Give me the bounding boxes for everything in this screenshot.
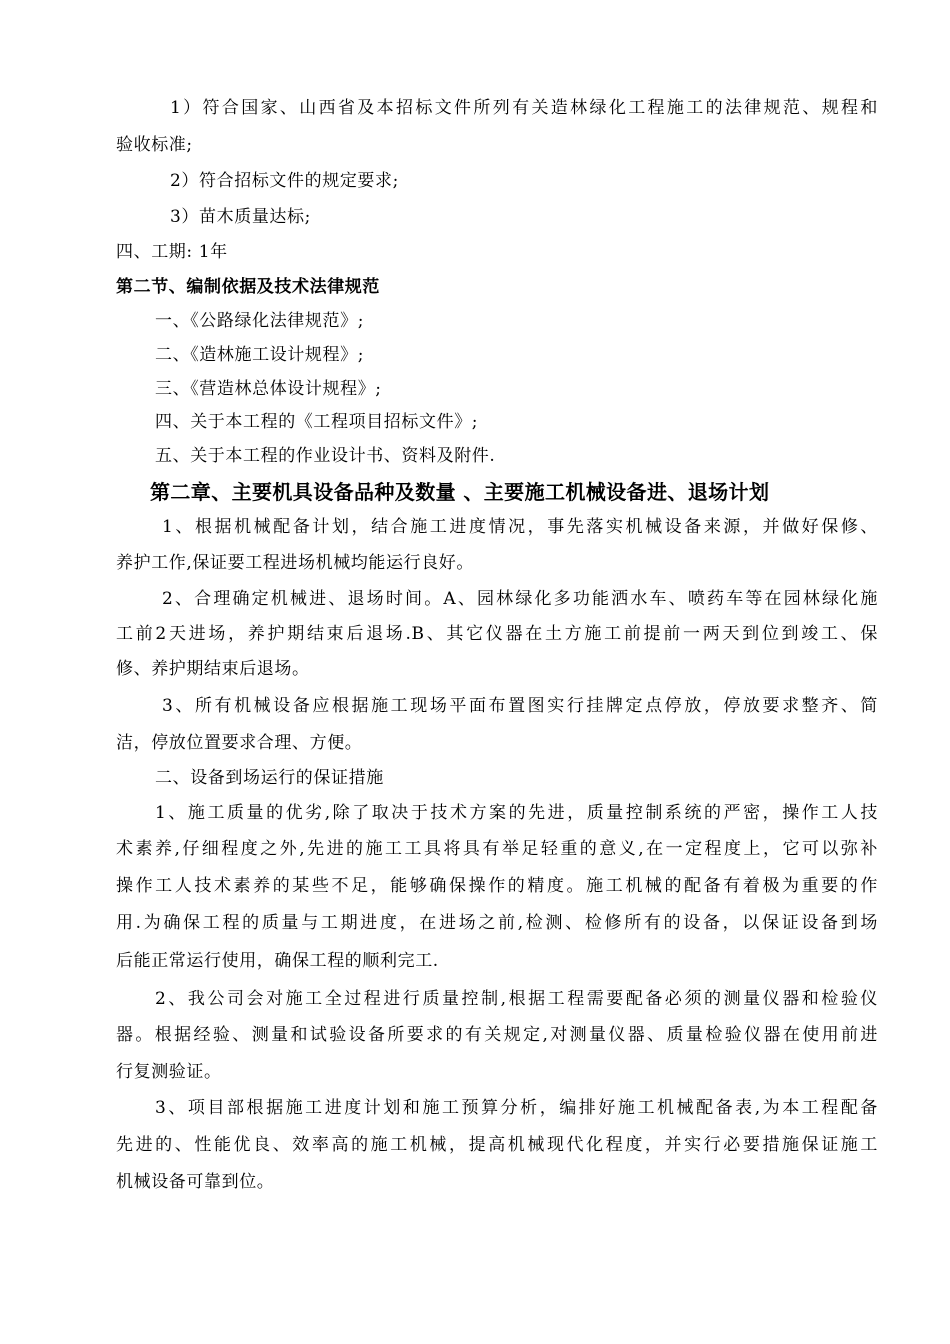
measure-3-line-3: 机械设备可靠到位。 [116,1172,275,1192]
requirement-1-line-2: 验收标准; [116,135,193,155]
measure-1-line-4: 用.为确保工程的质量与工期进度，在进场之前,检测、检修所有的设备，以保证设备到场 [116,913,878,933]
chapter-2-heading: 第二章、主要机具设备品种及数量 、主要施工机械设备进、退场计划 [150,480,770,504]
basis-item-2: 二、《造林施工设计规程》; [155,345,365,365]
section-2-heading: 第二节、编制依据及技术法律规范 [116,277,380,297]
guarantee-measures-heading: 二、设备到场运行的保证措施 [155,768,384,788]
measure-1-line-2: 术素养,仔细程度之外,先进的施工工具将具有举足轻重的意义,在一定程度上，它可以弥补 [116,839,878,859]
requirement-3: 3）苗木质量达标; [170,207,311,227]
measure-3-line-1: 3、项目部根据施工进度计划和施工预算分析，编排好施工机械配备表,为本工程配备 [155,1098,878,1118]
paragraph-3-line-2: 洁，停放位置要求合理、方便。 [116,733,363,753]
basis-item-5: 五、关于本工程的作业设计书、资料及附件. [155,446,496,466]
paragraph-3-line-1: 3、所有机械设备应根据施工现场平面布置图实行挂牌定点停放，停放要求整齐、简 [162,696,878,716]
basis-item-3: 三、《营造林总体设计规程》; [155,379,382,399]
measure-2-line-1: 2、我公司会对施工全过程进行质量控制,根据工程需要配备必须的测量仪器和检验仪 [155,989,878,1009]
measure-2-line-3: 行复测验证。 [116,1062,222,1082]
paragraph-1-line-1: 1、根据机械配备计划，结合施工进度情况，事先落实机械设备来源，并做好保修、 [162,517,878,537]
measure-3-line-2: 先进的、性能优良、效率高的施工机械，提高机械现代化程度，并实行必要措施保证施工 [116,1135,878,1155]
paragraph-1-line-2: 养护工作,保证要工程进场机械均能运行良好。 [116,553,475,573]
measure-2-line-2: 器。根据经验、测量和试验设备所要求的有关规定,对测量仪器、质量检验仪器在使用前进 [116,1025,878,1045]
paragraph-2-line-3: 修、养护期结束后退场。 [116,659,310,679]
construction-period: 四、工期: 1年 [116,242,228,262]
paragraph-2-line-2: 工前2天进场，养护期结束后退场.B、其它仪器在土方施工前提前一两天到位到竣工、保 [116,624,878,644]
measure-1-line-5: 后能正常运行使用，确保工程的顺利完工. [116,951,439,971]
requirement-1-line-1: 1）符合国家、山西省及本招标文件所列有关造林绿化工程施工的法律规范、规程和 [170,98,878,118]
basis-item-4: 四、关于本工程的《工程项目招标文件》; [155,412,479,432]
paragraph-2-line-1: 2、合理确定机械进、退场时间。A、园林绿化多功能洒水车、喷药车等在园林绿化施 [162,589,878,609]
requirement-2: 2）符合招标文件的规定要求; [170,171,399,191]
measure-1-line-3: 操作工人技术素养的某些不足，能够确保操作的精度。施工机械的配备有着极为重要的作 [116,876,878,896]
measure-1-line-1: 1、施工质量的优劣,除了取决于技术方案的先进，质量控制系统的严密，操作工人技 [155,803,878,823]
basis-item-1: 一、《公路绿化法律规范》; [155,311,365,331]
